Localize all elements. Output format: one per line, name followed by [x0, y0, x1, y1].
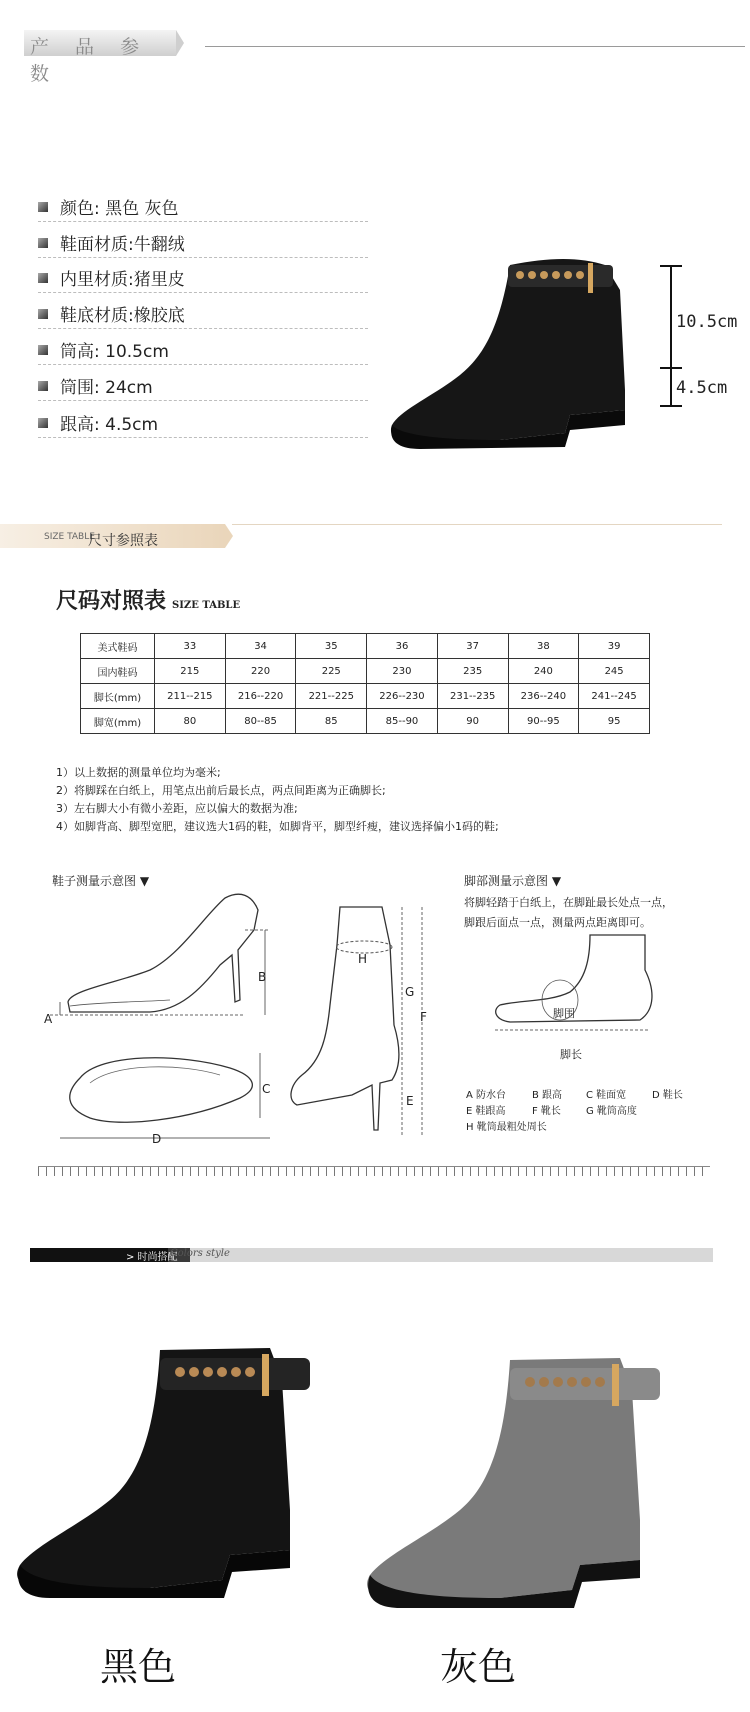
color-caption-black: 黑色: [100, 1645, 177, 1689]
header-arrow: [176, 30, 184, 56]
legend-h: H 靴筒最粗处周长: [466, 1122, 547, 1133]
table-row: 美式鞋码 33 34 35 36 37 38 39: [81, 634, 650, 659]
note-2: 2）将脚踩在白纸上，用笔点出前后最长点，两点间距离为正确脚长;: [56, 784, 386, 797]
boot-image-black: [10, 1340, 320, 1600]
note-4: 4）如脚背高、脚型宽肥，建议选大1码的鞋，如脚背平，脚型纤瘦，建议选择偏小1码的鞋;: [56, 820, 499, 833]
size-table: [80, 633, 650, 734]
legend-c: C 鞋面宽: [586, 1090, 627, 1101]
size-table-header: [0, 524, 225, 548]
foot-diagram: [490, 930, 670, 1040]
header-divider: [232, 524, 722, 525]
boot-image-main: [380, 235, 640, 450]
bullet-icon: [38, 309, 48, 319]
bullet-icon: [38, 418, 48, 428]
heel-height-label: 4.5cm: [676, 378, 728, 398]
param-shaft-height: 筒高: 10.5cm: [38, 335, 368, 365]
legend-g: G 靴筒高度: [586, 1106, 637, 1117]
label-g: G: [405, 985, 415, 999]
label-c: C: [262, 1082, 271, 1096]
header-divider: [205, 46, 745, 47]
param-upper-material: 鞋面材质:牛翻绒: [38, 228, 368, 258]
boot-image-grey: [360, 1350, 670, 1610]
dimension-line: [670, 265, 672, 407]
legend-a: A 防水台: [466, 1090, 507, 1101]
bullet-icon: [38, 381, 48, 391]
legend-e: E 鞋跟高: [466, 1106, 506, 1117]
size-table-title-en: SIZE TABLE: [172, 600, 241, 611]
foot-measure-note-2: 脚跟后面点一点，测量两点距离即可。: [464, 916, 651, 929]
colors-style-header: [30, 1248, 713, 1262]
label-e: E: [406, 1094, 414, 1108]
dimension-tick: [660, 405, 682, 407]
size-table-title: 尺码对照表 SIZE TABLE: [56, 588, 241, 614]
dimension-tick: [660, 367, 682, 369]
label-h: H: [358, 952, 368, 966]
label-a: A: [44, 1012, 53, 1026]
param-heel-height: 跟高: 4.5cm: [38, 408, 368, 438]
note-1: 1）以上数据的测量单位均为毫米;: [56, 766, 221, 779]
table-row: 脚宽(mm) 80 80--85 85 85--90 90 90--95 95: [81, 709, 650, 734]
product-params-header-text: 产 品 参 数: [30, 36, 150, 85]
table-row: 国内鞋码 215 220 225 230 235 240 245: [81, 659, 650, 684]
table-row: 脚长(mm) 211--215 216--220 221--225 226--230 231--235 236--240 241--245: [81, 684, 650, 709]
size-table-header-en: SIZE TABLE: [44, 532, 95, 542]
bullet-icon: [38, 238, 48, 248]
size-table-header-text: 尺寸参照表: [88, 533, 158, 549]
dimension-tick: [660, 265, 682, 267]
bullet-icon: [38, 273, 48, 283]
sole-diagram: [60, 1048, 270, 1148]
foot-diagram-title: 脚部测量示意图 ▼: [464, 874, 562, 888]
bullet-icon: [38, 202, 48, 212]
legend-b: B 跟高: [532, 1090, 563, 1101]
label-f: F: [420, 1010, 427, 1024]
ruler-divider: [38, 1166, 710, 1176]
pump-shoe-diagram: [40, 890, 270, 1030]
colors-style-header-text: > 时尚搭配: [126, 1252, 178, 1263]
legend-f: F 靴长: [532, 1106, 561, 1117]
param-sole-material: 鞋底材质:橡胶底: [38, 299, 368, 329]
label-d: D: [152, 1132, 162, 1146]
param-lining-material: 内里材质:猪里皮: [38, 263, 368, 293]
legend-d: D 鞋长: [652, 1090, 683, 1101]
note-3: 3）左右脚大小有微小差距，应以偏大的数据为准;: [56, 802, 298, 815]
foot-measure-note-1: 将脚轻踏于白纸上，在脚趾最长处点一点，: [464, 896, 673, 909]
shaft-height-label: 10.5cm: [676, 312, 738, 332]
header-arrow: [225, 524, 233, 548]
colors-style-header-en: Colors style: [170, 1248, 230, 1259]
color-caption-grey: 灰色: [440, 1645, 517, 1689]
label-b: B: [258, 970, 267, 984]
shoe-diagram-title: 鞋子测量示意图 ▼: [52, 874, 150, 888]
bullet-icon: [38, 345, 48, 355]
foot-girth-label: 脚围: [553, 1007, 575, 1020]
param-color: 颜色: 黑色 灰色: [38, 192, 368, 222]
param-shaft-girth: 筒围: 24cm: [38, 371, 368, 401]
product-params-header: [24, 30, 176, 85]
foot-length-label: 脚长: [560, 1048, 582, 1061]
